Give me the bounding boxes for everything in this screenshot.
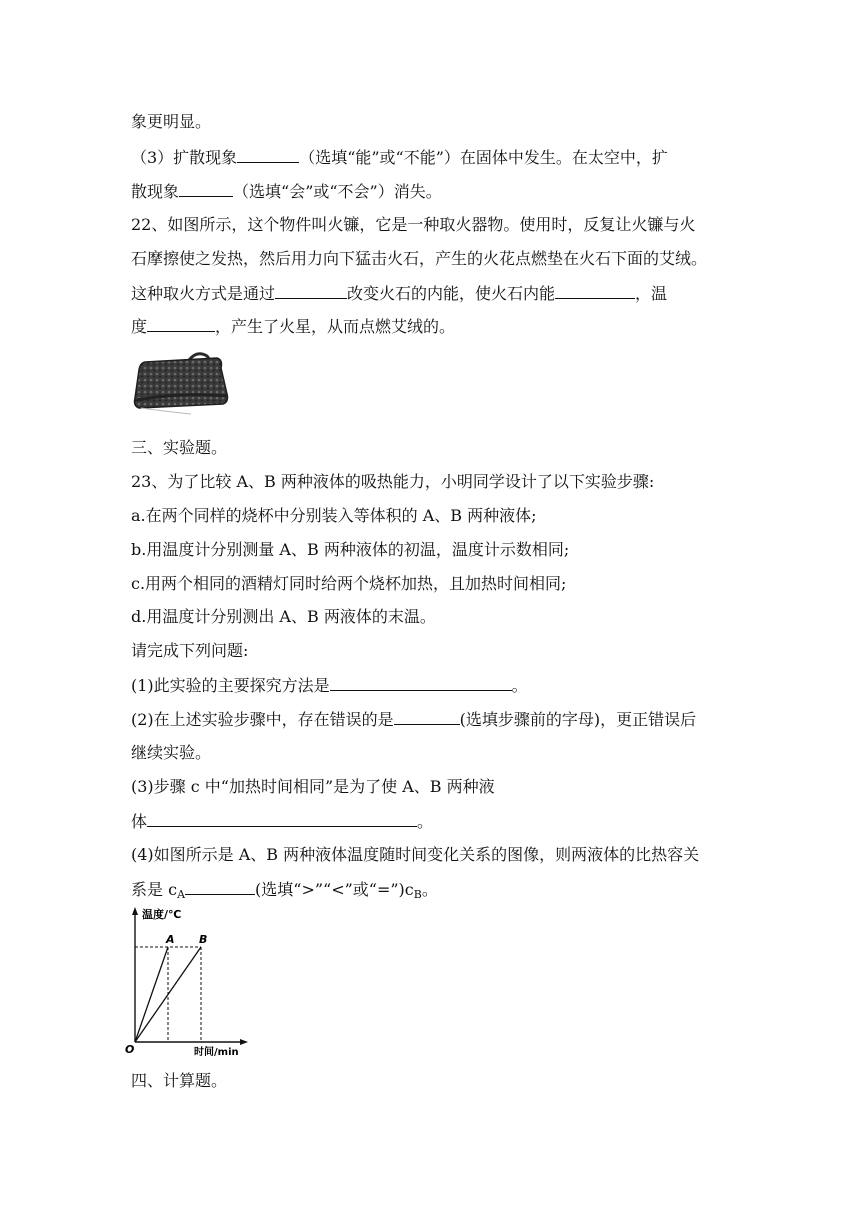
line-17: 继续实验。 bbox=[131, 743, 212, 762]
fire-striker-image bbox=[131, 348, 235, 416]
answer-blank[interactable] bbox=[185, 878, 255, 895]
answer-blank[interactable] bbox=[237, 146, 299, 163]
line-2 bbox=[131, 146, 668, 169]
answer-blank[interactable] bbox=[147, 315, 215, 332]
q22-text-e: ，产生了火星，从而点燃艾绒的。 bbox=[215, 317, 456, 336]
q1-text-a: (1)此实验的主要探究方法是 bbox=[131, 676, 330, 695]
question-4: (4)如图所示是 A、B 两种液体温度随时间变化关系的图像，则两液体的比热容关 bbox=[131, 845, 700, 864]
answer-blank[interactable] bbox=[330, 674, 512, 691]
q2-text-b: (选填步骤前的字母)，更正错误后 bbox=[459, 710, 697, 729]
y-axis-arrow bbox=[132, 907, 138, 915]
line-7 bbox=[131, 315, 455, 338]
x-axis-arrow bbox=[240, 1039, 248, 1045]
step-a: a.在两个同样的烧杯中分别装入等体积的 A、B 两种液体; bbox=[131, 506, 537, 525]
subscript-a: A bbox=[177, 888, 186, 901]
q4-text-b: (选填“>”“<”或“=”)c bbox=[255, 880, 414, 899]
line-21 bbox=[131, 878, 438, 906]
question-3: (3)步骤 c 中“加热时间相同”是为了使 A、B 两种液 bbox=[131, 777, 495, 796]
y-axis-label: 温度/℃ bbox=[142, 908, 182, 921]
temperature-time-graph bbox=[122, 905, 252, 1060]
q22-text-a: 这种取火方式是通过 bbox=[131, 284, 276, 303]
label-a: A bbox=[166, 933, 175, 946]
q22-text-d: 度 bbox=[131, 317, 148, 336]
q1-text-b: 。 bbox=[511, 676, 528, 695]
q3-text-b: （选填“能”或“不能”）在固体中发生。在太空中，扩 bbox=[299, 148, 668, 167]
x-axis-label: 时间/min bbox=[194, 1047, 239, 1058]
step-b: b.用温度计分别测量 A、B 两种液体的初温，温度计示数相同; bbox=[131, 540, 570, 559]
q22-text-c: ，温 bbox=[635, 284, 668, 303]
line-9: 23、为了比较 A、B 两种液体的吸热能力，小明同学设计了以下实验步骤: bbox=[131, 472, 655, 491]
q4-text-c: 。 bbox=[421, 880, 438, 899]
line-3 bbox=[131, 180, 442, 203]
line-1: 象更明显。 bbox=[131, 112, 212, 131]
question-2 bbox=[131, 708, 696, 731]
section-calculation: 四、计算题。 bbox=[131, 1071, 228, 1090]
origin-label: O bbox=[125, 1043, 135, 1056]
q3b-text-a: 体 bbox=[131, 812, 148, 831]
line-5: 石摩擦使之发热，然后用力向下猛击火石，产生的火花点燃垫在火石下面的艾绒。 bbox=[131, 249, 708, 268]
step-c: c.用两个相同的酒精灯同时给两个烧杯加热，且加热时间相同; bbox=[131, 574, 567, 593]
line-14: 请完成下列问题: bbox=[131, 641, 249, 660]
section-experiment: 三、实验题。 bbox=[131, 438, 228, 457]
q22-text-b: 改变火石的内能，使火石内能 bbox=[347, 284, 556, 303]
line-4: 22、如图所示，这个物件叫火镰，它是一种取火器物。使用时，反复让火镰与火 bbox=[131, 215, 696, 234]
line-a bbox=[135, 947, 168, 1042]
answer-blank[interactable] bbox=[555, 282, 635, 299]
line-6 bbox=[131, 282, 667, 305]
subscript-b: B bbox=[413, 888, 422, 901]
line-19 bbox=[131, 810, 433, 833]
q4-text-a: 系是 c bbox=[131, 880, 178, 899]
label-b: B bbox=[199, 933, 208, 946]
step-d: d.用温度计分别测出 A、B 两液体的末温。 bbox=[131, 607, 436, 626]
q2-text-a: (2)在上述实验步骤中，存在错误的是 bbox=[131, 710, 394, 729]
q3-text-c: 散现象 bbox=[131, 182, 180, 201]
answer-blank[interactable] bbox=[275, 282, 347, 299]
q3b-text-b: 。 bbox=[417, 812, 434, 831]
q3-text-a: （3）扩散现象 bbox=[131, 148, 238, 167]
answer-blank[interactable] bbox=[394, 708, 460, 725]
answer-blank[interactable] bbox=[179, 180, 233, 197]
answer-blank[interactable] bbox=[147, 810, 417, 827]
q3-text-d: （选填“会”或“不会”）消失。 bbox=[233, 182, 442, 201]
question-1 bbox=[131, 674, 528, 697]
